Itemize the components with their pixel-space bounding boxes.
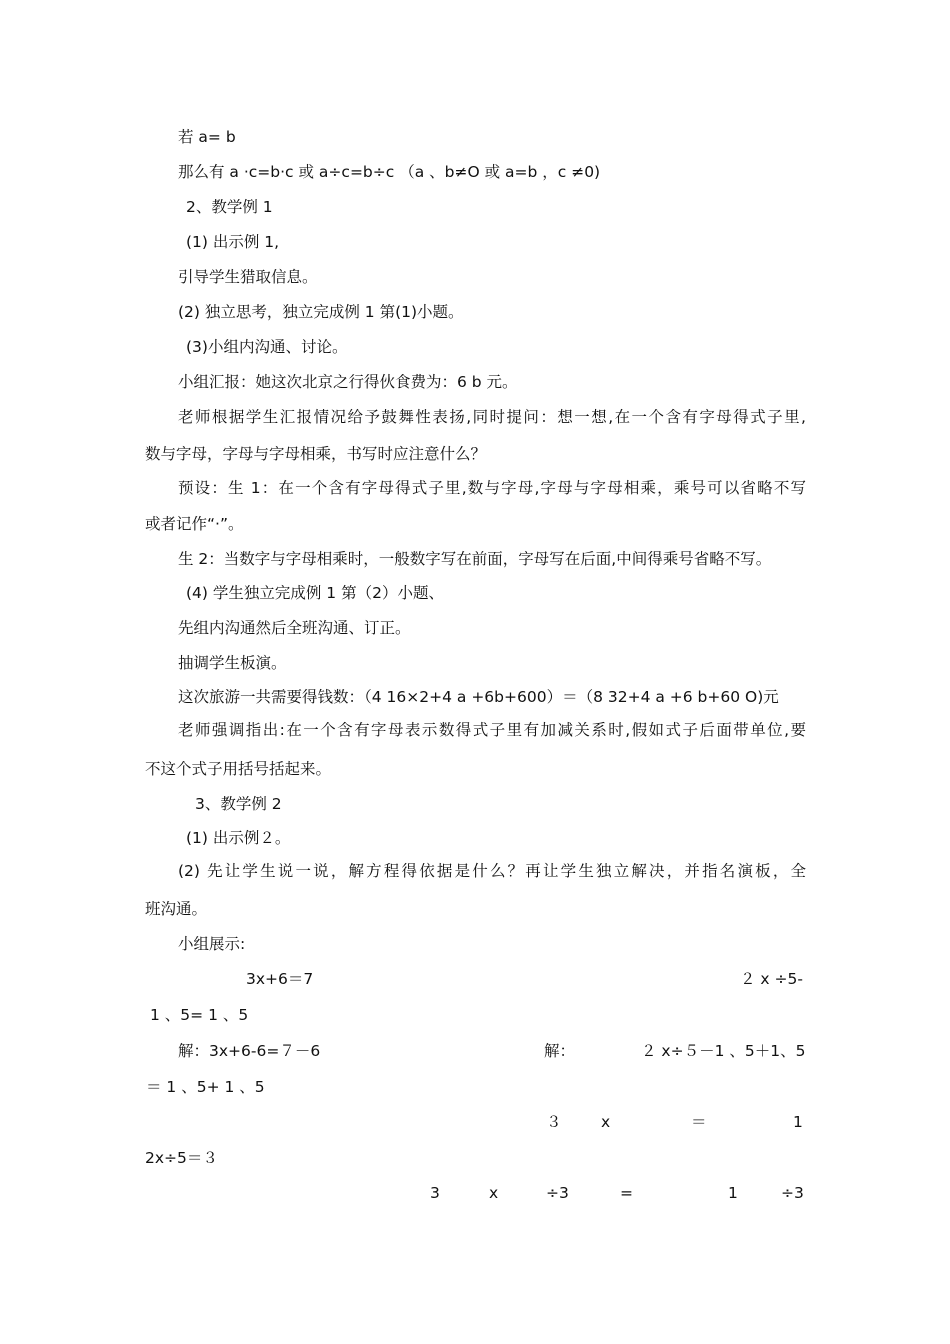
paragraph-solve-line1: (2) 先让学生说一说，解方程得依据是什么？再让学生独立解决，并指名演板，全 [178,862,806,880]
row5-div-3a: ÷3 [546,1184,569,1202]
row3-term-3: ３ [546,1113,562,1131]
line-step-1: (1) 出示例 1, [186,233,280,251]
line-total-money: 这次旅游一共需要得钱数：（4 16×2+4 a +6b+600）＝（8 32+4 a +6 b+60 O)元 [178,688,779,706]
line-step-3: (3)小组内沟通、讨论。 [186,338,348,356]
paragraph-teacher-praise-line1: 老师根据学生汇报情况给予鼓舞性表扬,同时提问：想一想,在一个含有字母得式子里, [178,408,806,426]
paragraph-teacher-praise-line2: 数与字母，字母与字母相乘，书写时应注意什么？ [145,445,487,463]
row5-div-3b: ÷3 [781,1184,804,1202]
line-equation-property: 那么有 a ·c=b·c 或 a÷c=b÷c （a 、b≠O 或 a=b ，c ≠0) [178,163,601,181]
line-if-a-equals-b: 若 a= b [178,128,236,146]
row3-term-1: 1 [793,1113,803,1131]
row3-equals: ＝ [691,1113,707,1131]
solution-1-step1: 解：3x+6-6=７－6 [178,1042,321,1060]
equation-2-end: 1 、5= 1 、5 [150,1006,249,1024]
row5-term-x: x [489,1184,499,1202]
paragraph-preset-line2: 或者记作“·”。 [145,515,244,533]
line-step-2: (2) 独立思考，独立完成例 1 第(1)小题。 [178,303,464,321]
line-student-2: 生 2：当数字与字母相乘时，一般数字写在前面，字母写在后面,中间得乘号省略不写。 [178,550,772,568]
row5-term-1: 1 [728,1184,738,1202]
section-heading-example-2: 3、教学例 2 [195,795,282,813]
equation-2-start: ２ x ÷5- [740,970,803,988]
row3-term-x: x [601,1113,611,1131]
solution-2-step1-cont: ＝ 1 、5+ 1 、5 [146,1078,265,1096]
section-heading-example-1: 2、教学例 1 [186,198,273,216]
solution-2-step1: ２ x÷５－1 、5＋1、5 [641,1042,806,1060]
line-group-show: 小组展示: [178,935,246,953]
solution-2-step2: 2x÷5＝３ [145,1149,218,1167]
row5-equals: = [620,1184,633,1202]
row5-term-3: 3 [430,1184,440,1202]
line-group-communicate: 先组内沟通然后全班沟通、订正。 [178,619,411,637]
paragraph-teacher-emphasis-line2: 不这个式子用括号括起来。 [145,760,332,778]
line-show-example-2: (1) 出示例２。 [186,829,291,847]
line-board-demo: 抽调学生板演。 [178,654,287,672]
line-group-report: 小组汇报：她这次北京之行得伙食费为：6 b 元。 [178,373,518,391]
paragraph-teacher-emphasis-line1: 老师强调指出:在一个含有字母表示数得式子里有加减关系时,假如式子后面带单位,要 [178,721,806,739]
paragraph-preset-line1: 预设：生 1：在一个含有字母得式子里,数与字母,字母与字母相乘，乘号可以省略不写 [178,479,806,497]
paragraph-solve-line2: 班沟通。 [145,900,208,918]
equation-1: 3x+6＝7 [246,970,314,988]
solution-2-label: 解： [544,1042,576,1060]
line-step-4: (4) 学生独立完成例 1 第（2）小题、 [186,584,444,602]
line-guide-info: 引导学生猎取信息。 [178,268,318,286]
